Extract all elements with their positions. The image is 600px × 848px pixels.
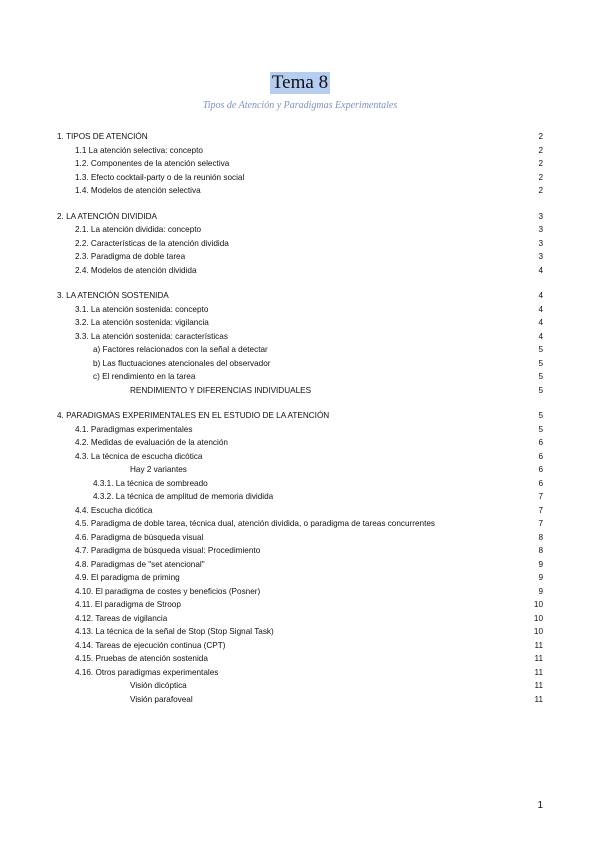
toc-page-number: 10 (533, 627, 543, 636)
section-gap (57, 198, 543, 210)
toc-entry[interactable] (57, 370, 543, 384)
toc-page-number: 11 (534, 654, 543, 663)
toc-entry-text: 3.3. La atención sostenida: características (75, 331, 228, 341)
toc-entry[interactable] (57, 558, 543, 572)
toc-page-number: 2 (538, 132, 543, 141)
toc-entry-text: Visión parafoveal (130, 694, 193, 704)
toc-entry-text: 2.1. La atención dividida: concepto (75, 225, 202, 234)
toc-entry[interactable] (57, 423, 543, 437)
toc-entry-text: 4.10. El paradigma de costes y beneficios (Posner) (75, 586, 261, 596)
toc-entry[interactable] (57, 384, 543, 398)
toc-page-number: 11 (534, 694, 543, 704)
toc-section-heading[interactable] (57, 289, 543, 303)
toc-page-number: 3 (538, 252, 543, 261)
toc-entry[interactable] (57, 612, 543, 626)
toc-entry[interactable] (57, 517, 543, 531)
toc-page-number: 4 (538, 331, 543, 341)
toc-entry[interactable] (57, 303, 543, 317)
toc-page-number: 3 (538, 238, 543, 248)
toc-page-number: 7 (538, 505, 543, 515)
toc-entry-text: 4.7. Paradigma de búsqueda visual: Procedimiento (75, 546, 261, 555)
toc-page-number: 5 (538, 358, 543, 368)
toc-page-number: 5 (538, 411, 543, 420)
toc-entry[interactable] (57, 223, 543, 237)
toc-entry[interactable] (57, 450, 543, 464)
toc-page-number: 6 (538, 451, 543, 461)
toc-page-number: 5 (538, 424, 543, 434)
toc-page-number: 11 (534, 681, 543, 690)
toc-entry[interactable] (57, 184, 543, 198)
document-title: Tema 8 (271, 72, 329, 93)
toc-entry[interactable] (57, 571, 543, 585)
toc-entry[interactable] (57, 250, 543, 264)
toc-entry[interactable] (57, 330, 543, 344)
toc-page-number: 11 (534, 667, 543, 677)
page-number: 1 (537, 800, 543, 811)
toc-entry[interactable] (57, 463, 543, 477)
toc-entry[interactable] (57, 436, 543, 450)
toc-entry[interactable] (57, 144, 543, 158)
toc-entry-text: Hay 2 variantes (130, 465, 187, 474)
toc-page-number: 2 (538, 172, 543, 182)
toc-entry-text: 4.9. El paradigma de priming (75, 573, 180, 582)
toc-page-number: 5 (538, 385, 543, 395)
toc-entry-text: 2.3. Paradigma de doble tarea (75, 252, 186, 261)
toc-entry-text: 2. LA ATENCIÓN DIVIDIDA (57, 211, 157, 221)
toc-page-number: 6 (538, 438, 543, 447)
toc-entry[interactable] (57, 544, 543, 558)
toc-entry-text: 4.5. Paradigma de doble tarea, técnica dual, atención dividida, o paradigma de tareas concurrentes (75, 519, 436, 528)
toc-section-heading[interactable] (57, 130, 543, 144)
toc-entry[interactable] (57, 598, 543, 612)
toc-page-number: 9 (538, 573, 543, 582)
toc-page-number: 5 (538, 345, 543, 354)
toc-entry-text: 4.3.2. La técnica de amplitud de memoria dividida (93, 492, 274, 501)
toc-entry-text: 1.3. Efecto cocktail-party o de la reunión social (75, 172, 245, 182)
toc-page-number: 2 (538, 145, 543, 155)
toc-entry-text: c) El rendimiento en la tarea (93, 372, 196, 381)
section-gap (57, 277, 543, 289)
toc-entry[interactable] (57, 490, 543, 504)
toc-page-number: 2 (538, 159, 543, 168)
toc-entry-text: 4.1. Paradigmas experimentales (75, 424, 193, 434)
toc-entry-text: 2.2. Características de la atención dividida (75, 238, 229, 248)
toc-entry-text: 4.13. La técnica de la señal de Stop (Stop Signal Task) (75, 627, 274, 636)
toc-entry[interactable] (57, 237, 543, 251)
toc-entry[interactable] (57, 171, 543, 185)
toc-entry-text: 4.14. Tareas de ejecución continua (CPT) (75, 640, 226, 650)
toc-page-number: 4 (538, 291, 543, 300)
toc-entry[interactable] (57, 316, 543, 330)
toc-entry-text: 3.1. La atención sostenida: concepto (75, 304, 209, 314)
toc-entry-text: 4.3.1. La técnica de sombreado (93, 478, 208, 488)
toc-entry-text: 2.4. Modelos de atención dividida (75, 265, 197, 275)
toc-page-number: 10 (533, 600, 543, 609)
toc-entry-text: 1.2. Componentes de la atención selectiva (75, 159, 230, 168)
toc-page-number: 7 (538, 492, 543, 501)
toc-entry-text: 4.3. La técnica de escucha dicótica (75, 451, 203, 461)
toc-entry[interactable] (57, 504, 543, 518)
toc-page-number: 7 (538, 519, 543, 528)
toc-page-number: 4 (538, 265, 543, 275)
toc-entry[interactable] (57, 157, 543, 171)
toc-entry[interactable] (57, 357, 543, 371)
toc-entry-text: 4.4. Escucha dicótica (75, 505, 153, 515)
toc-section-heading[interactable] (57, 409, 543, 423)
toc-page-number: 3 (538, 211, 543, 221)
toc-entry-text: b) Las fluctuaciones atencionales del observador (93, 358, 271, 368)
toc-entry-text: 4. PARADIGMAS EXPERIMENTALES EN EL ESTUDIO DE LA ATENCIÓN (57, 411, 330, 420)
toc-entry-text: 4.8. Paradigmas de "set atencional" (75, 559, 205, 569)
toc-entry[interactable] (57, 585, 543, 599)
toc-page-number: 4 (538, 318, 543, 327)
toc-entry-text: 4.12. Tareas de vigilancia (75, 613, 168, 623)
toc-entry[interactable] (57, 652, 543, 666)
toc-page-number: 5 (538, 372, 543, 381)
toc-entry-text: 4.16. Otros paradigmas experimentales (75, 667, 219, 677)
toc-entry-text: a) Factores relacionados con la señal a detectar (93, 345, 268, 354)
toc-page-number: 9 (538, 559, 543, 569)
toc-page-number: 2 (538, 186, 543, 195)
toc-page-number: 4 (538, 304, 543, 314)
toc-entry-text: 4.11. El paradigma de Stroop (75, 600, 181, 609)
toc-entry-text: 3.2. La atención sostenida: vigilancia (75, 318, 209, 327)
toc-page-number: 3 (538, 225, 543, 234)
toc-page-number: 8 (538, 546, 543, 555)
toc-entry-text: 4.15. Pruebas de atención sostenida (75, 654, 208, 663)
toc-entry-text: Visión dicóptica (130, 681, 187, 690)
toc-entry[interactable] (57, 693, 543, 707)
toc-page-number: 9 (538, 586, 543, 596)
toc-entry-text: 4.6. Paradigma de búsqueda visual (75, 532, 204, 542)
toc-entry[interactable] (57, 531, 543, 545)
toc-entry-text: 1. TIPOS DE ATENCIÓN (57, 132, 148, 141)
toc-entry-text: RENDIMIENTO Y DIFERENCIAS INDIVIDUALES (130, 385, 312, 395)
section-gap (57, 397, 543, 409)
table-of-contents (57, 130, 543, 706)
toc-entry[interactable] (57, 639, 543, 653)
title-container (0, 72, 600, 94)
toc-entry[interactable] (57, 264, 543, 278)
toc-entry[interactable] (57, 477, 543, 491)
toc-entry[interactable] (57, 666, 543, 680)
toc-entry-text: 1.1 La atención selectiva: concepto (75, 145, 203, 155)
toc-page-number: 6 (538, 478, 543, 488)
document-subtitle: Tipos de Atención y Paradigmas Experimentales (202, 100, 398, 111)
toc-page-number: 8 (538, 532, 543, 542)
toc-section-heading[interactable] (57, 210, 543, 224)
toc-entry-text: 4.2. Medidas de evaluación de la atención (75, 438, 228, 447)
toc-page-number: 10 (533, 613, 543, 623)
toc-entry[interactable] (57, 343, 543, 357)
toc-entry[interactable] (57, 625, 543, 639)
toc-page-number: 11 (534, 640, 543, 650)
toc-entry[interactable] (57, 679, 543, 693)
toc-page-number: 6 (538, 465, 543, 474)
toc-entry-text: 1.4. Modelos de atención selectiva (75, 186, 201, 195)
toc-entry-text: 3. LA ATENCIÓN SOSTENIDA (57, 291, 169, 300)
